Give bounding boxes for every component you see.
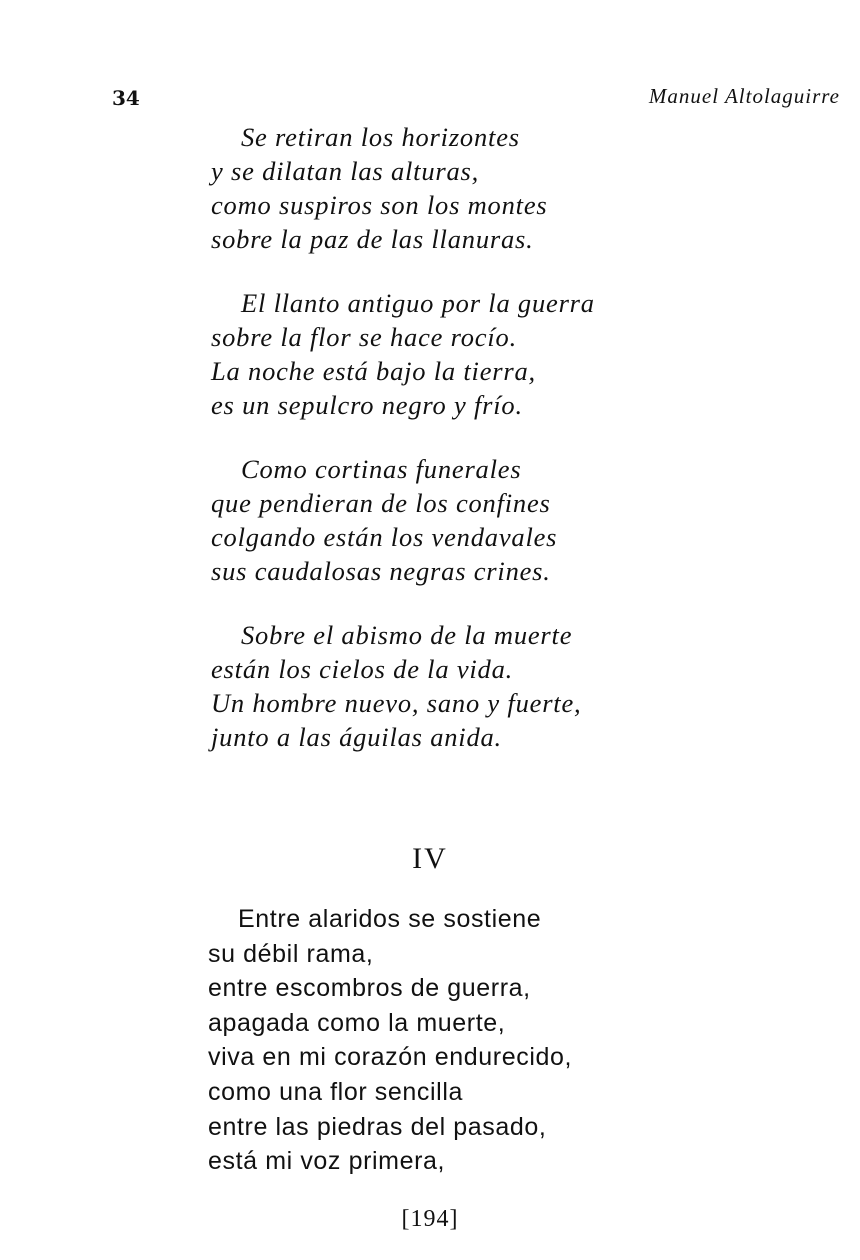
poem-line: sobre la flor se hace rocío. <box>211 322 518 352</box>
stanza-3 <box>211 452 831 588</box>
poem-line: Sobre el abismo de la muerte <box>241 620 573 650</box>
poem-line: su débil rama, <box>208 939 374 968</box>
italic-poem <box>211 120 831 784</box>
poem-line: sobre la paz de las llanuras. <box>211 224 534 254</box>
poem-line: es un sepulcro negro y frío. <box>211 390 523 420</box>
poem-line: viva en mi corazón endurecido, <box>208 1043 573 1072</box>
poem-line: junto a las águilas anida. <box>211 722 502 752</box>
poem-line: está mi voz primera, <box>208 1147 446 1176</box>
poem-line: La noche está bajo la tierra, <box>211 356 536 386</box>
poem-line: Entre alaridos se sostiene <box>238 905 542 933</box>
poem-line: como suspiros son los montes <box>211 190 548 220</box>
poem-line: como una flor sencilla <box>208 1077 463 1106</box>
poem-line: y se dilatan las alturas, <box>211 156 480 186</box>
poem-line: El llanto antiguo por la guerra <box>241 288 595 318</box>
stanza-2 <box>211 286 831 422</box>
stanza-4 <box>211 618 831 754</box>
poem-line: colgando están los vendavales <box>211 522 558 552</box>
stanza-1 <box>211 120 831 256</box>
poem-line: apagada como la muerte, <box>208 1008 506 1037</box>
poem-line: Como cortinas funerales <box>241 454 522 484</box>
poem-line: entre las piedras del pasado, <box>208 1112 547 1141</box>
poem-line: sus caudalosas negras crines. <box>211 556 551 586</box>
poem-line: entre escombros de guerra, <box>208 974 531 1003</box>
section-title: IV <box>412 842 448 875</box>
poem-line: que pendieran de los confines <box>211 488 551 518</box>
poem-line: están los cielos de la vida. <box>211 654 514 684</box>
poem-line: Se retiran los horizontes <box>241 122 520 152</box>
section-poem <box>208 902 828 1179</box>
poem-line: Un hombre nuevo, sano y fuerte, <box>211 688 582 718</box>
running-head-author: Manuel Altolaguirre <box>648 84 840 108</box>
folio-number: [194] <box>401 1206 459 1232</box>
page-number: 34 <box>112 86 140 110</box>
